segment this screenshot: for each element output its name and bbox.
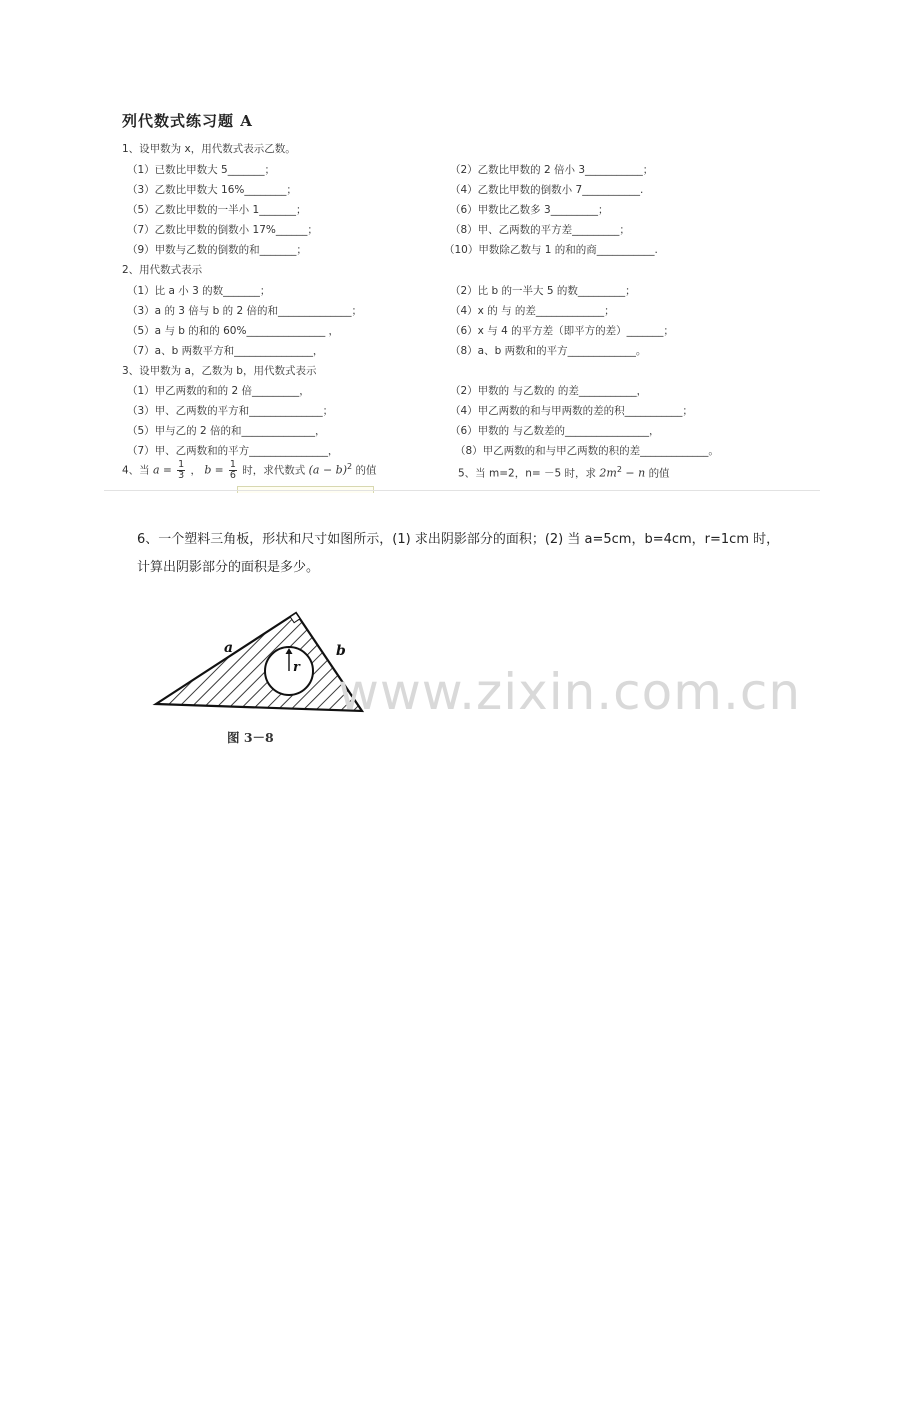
s5-question: [458, 465, 670, 481]
s3-q4: （4）甲乙两数的和与甲两数的差的积___________；: [450, 405, 693, 417]
s4-b-denominator: 6: [229, 470, 236, 481]
s5-text: 5、当 m=2，n= －5 时，求: [458, 467, 597, 480]
s1-q10: （10）甲数除乙数与 1 的和的商___________.: [444, 244, 658, 256]
s1-q7: （7）乙数比甲数的倒数小 17%______；: [127, 224, 318, 236]
s4-a-numerator: 1: [178, 459, 185, 470]
s3-q5: （5）甲与乙的 2 倍的和______________，: [127, 425, 326, 437]
s4-eq-b: =: [214, 464, 224, 477]
s2-q8: （8）a、b 两数和的平方_____________。: [450, 345, 647, 357]
s1-q8: （8）甲、乙两数的平方差_________；: [450, 224, 630, 236]
s4-expression: (a − b): [308, 463, 348, 477]
s2-q5: （5）a 与 b 的和的 60%_______________ ，: [127, 325, 340, 337]
s4-a-var: a: [153, 463, 160, 477]
s4-a-fraction: [177, 460, 185, 481]
s1-q2: （2）乙数比甲数的 2 倍小 3___________；: [450, 164, 654, 176]
section-3-heading: 3、设甲数为 a，乙数为 b，用代数式表示: [122, 365, 317, 377]
s3-q3: （3）甲、乙两数的平方和______________；: [127, 405, 334, 417]
s5-expression-tail: − n: [621, 466, 646, 480]
s3-q2: （2）甲数的 与乙数的 的差___________，: [450, 385, 648, 397]
s2-q2: （2）比 b 的一半大 5 的数_________；: [450, 285, 636, 297]
s4-b-fraction: [229, 460, 237, 481]
s1-q9: （9）甲数与乙数的倒数的和_______；: [127, 244, 307, 256]
s4-middle: 时，求代数式: [242, 464, 306, 477]
s1-q1: （1）已数比甲数大 5_______；: [127, 164, 275, 176]
s5-suffix: 的值: [648, 467, 670, 480]
q6-line-1: 6、一个塑料三角板，形状和尺寸如图所示，(1) 求出阴影部分的面积；(2) 当 a=5cm，b=4cm，r=1cm 时，: [137, 532, 780, 547]
triangle-svg: [150, 608, 370, 720]
s1-q3: （3）乙数比甲数大 16%________；: [127, 184, 297, 196]
s4-b-var: b: [204, 463, 212, 477]
section-divider: [104, 490, 820, 491]
watermark: www.zixin.com.cn: [338, 663, 802, 721]
s4-prefix: 4、当: [122, 464, 150, 477]
s4-exponent: 2: [347, 462, 353, 471]
triangle-figure: [150, 608, 370, 724]
s4-b-numerator: 1: [229, 459, 236, 470]
q6-line-2: 计算出阴影部分的面积是多少。: [137, 560, 320, 575]
page-title: 列代数式练习题 A: [122, 112, 253, 130]
section-2-heading: 2、用代数式表示: [122, 264, 203, 276]
s2-q6: （6）x 与 4 的平方差（即平方的差）_______；: [450, 325, 674, 337]
s1-q5: （5）乙数比甲数的一半小 1_______；: [127, 204, 307, 216]
s2-q1: （1）比 a 小 3 的数_______；: [127, 285, 271, 297]
s5-exponent: 2: [616, 465, 622, 474]
s1-q4: （4）乙数比甲数的倒数小 7___________.: [450, 184, 644, 196]
s3-q1: （1）甲乙两数的和的 2 倍_________，: [127, 385, 310, 397]
section-1-heading: 1、设甲数为 x，用代数式表示乙数。: [122, 143, 296, 155]
label-a: a: [224, 640, 234, 656]
s4-question: [122, 460, 376, 481]
hatched-triangle: [156, 613, 362, 711]
s3-q7: （7）甲、乙两数和的平方_______________，: [127, 445, 339, 457]
s4-a-denominator: 3: [178, 470, 185, 481]
s4-suffix: 的值: [355, 464, 377, 477]
s5-expression: 2m: [599, 466, 617, 480]
s4-eq-a: =: [162, 464, 172, 477]
s3-q8: （8）甲乙两数的和与甲乙两数的积的差_____________。: [455, 445, 719, 457]
s2-q4: （4）x 的 与 的差_____________；: [450, 305, 615, 317]
s2-q7: （7）a、b 两数平方和_______________，: [127, 345, 324, 357]
s4-sep: ，: [190, 464, 201, 477]
label-r: r: [293, 660, 300, 675]
figure-caption: 图 3－8: [227, 730, 274, 745]
s1-q6: （6）甲数比乙数多 3_________；: [450, 204, 609, 216]
s2-q3: （3）a 的 3 倍与 b 的 2 倍的和______________；: [127, 305, 363, 317]
s3-q6: （6）甲数的 与乙数差的________________，: [450, 425, 660, 437]
label-b: b: [336, 643, 346, 659]
